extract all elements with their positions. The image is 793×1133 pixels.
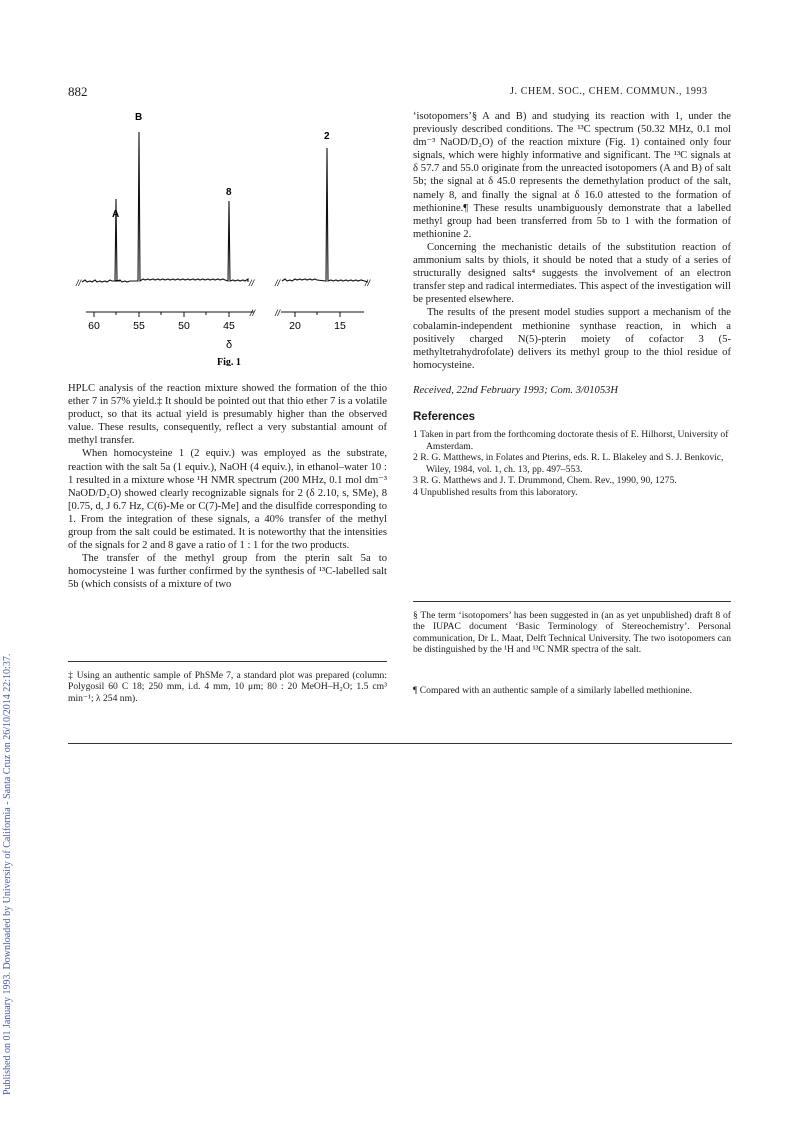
peak-label-a: A (112, 209, 120, 220)
left-column (68, 382, 387, 592)
reference-item: 1 Taken in part from the forthcoming doctorate thesis of E. Hilhorst, University of Amsterdam. (413, 429, 729, 452)
footnote-hplc: ‡ Using an authentic sample of PhSMe 7, a standard plot was prepared (column: Polygosil 60 C 18; 250 mm, i.d. 4 mm, 10 μm; 80 : 20 MeOH–H₂O; 1.5 cm³ min⁻¹; λ 254 nm). (68, 670, 387, 704)
reference-item: 3 R. G. Matthews and J. T. Drummond, Chem. Rev., 1990, 90, 1275. (413, 475, 677, 487)
spectrum-trace-left (82, 132, 248, 282)
break-mark: // (249, 278, 255, 288)
paragraph: ‘isotopomers’§ A and B) and studying its reaction with 1, under the previously described conditions. The ¹³C spectrum (50.32 MHz, 0.1 mol dm⁻³ NaOD/D₂O) of the reaction mixture (Fig. 1) contained only four signals, which were highly informative and significant. The ¹³C signals at δ 57.7 and 55.0 originate from the unreacted isotopomers (A and B) of salt 5b; the signal at δ 45.0 represents the demethylation product of the salt, namely 8, and finally the signal at δ 16.0 attested to the formation of methionine.¶ These results unambiguously demonstrate that a labelled methyl group had been transferred from 5b to 1 with the formation of methionine 2. (413, 111, 731, 240)
paragraph: The transfer of the methyl group from the pterin salt 5a to homocysteine 1 was further confirmed by the synthesis of ¹³C-labelled salt 5b (which consists of a mixture of two (68, 553, 387, 591)
nmr-spectrum-figure (68, 104, 388, 366)
publication-sidebar: Published on 01 January 1993. Downloaded by University of California - Santa Cruz on 26/10/2014 22:10:37. (2, 653, 13, 1095)
axis-break-mark: // (275, 308, 281, 318)
tick-label: 45 (223, 320, 235, 332)
tick-label: 50 (178, 320, 190, 332)
paragraph: HPLC analysis of the reaction mixture showed the formation of the thio ether 7 in 57% yield.‡ It should be pointed out that thio ether 7 is a volatile product, so that its actual yield is presumably higher than the observed value. These results, consequently, reflect a very substantial amount of methyl transfer. (68, 383, 387, 447)
paragraph: The results of the present model studies support a mechanism of the cobalamin-independent methionine synthase reaction, in which a positively charged N(5)-pterin moiety of cofactor 3 (5-methyltetrahydrofolate) delivers its methyl group to the thiol residue of homocysteine. (413, 307, 731, 371)
tick-label: 55 (133, 320, 145, 332)
footnote-divider (68, 661, 387, 662)
axis-break-mark: // (250, 308, 256, 318)
references-heading: References (413, 410, 476, 423)
axis-label-delta: δ (225, 339, 233, 351)
peak-label-b: B (135, 112, 143, 123)
tick-label: 60 (88, 320, 100, 332)
received-line: Received, 22nd February 1993; Com. 3/01053H (413, 384, 619, 396)
reference-item: 4 Unpublished results from this laboratory. (413, 486, 578, 498)
tick-label: 20 (289, 320, 301, 332)
break-mark: // (275, 278, 281, 288)
tick-label: 15 (334, 320, 346, 332)
page-number: 882 (68, 84, 88, 99)
footnote-isotopomers: § The term ‘isotopomers’ has been suggested in (an as yet unpublished) draft 8 of the IUPAC document ‘Basic Terminology of Stereochemistry’. Personal communication, Dr L. Maat, Delft Technical University. The two isotopomers can be distinguished by the ¹H and ¹³C NMR spectra of the salt. (413, 610, 731, 656)
right-column (413, 110, 731, 498)
footnote-divider (413, 601, 731, 602)
peak-label-2: 2 (324, 131, 330, 142)
spectrum-trace-right (282, 148, 368, 282)
page-bottom-rule (68, 743, 732, 744)
footnote-methionine: ¶ Compared with an authentic sample of a similarly labelled methionine. (413, 685, 693, 696)
reference-item: 2 R. G. Matthews, in Folates and Pterins, eds. R. L. Blakeley and S. J. Benkovic, Wiley, 1984, vol. 1, ch. 13, pp. 497–553. (413, 452, 724, 475)
paragraph: Concerning the mechanistic details of the substitution reaction of ammonium salts by thiols, it should be noted that a study of a series of structurally designed salts⁴ suggests the involvement of an electron transfer step and radical intermediates. This aspect of the investigation will be presented elsewhere. (413, 241, 731, 306)
journal-header: J. CHEM. SOC., CHEM. COMMUN., 1993 (510, 86, 708, 97)
break-mark: // (76, 278, 82, 288)
break-mark: // (365, 278, 371, 288)
peak-label-8: 8 (226, 187, 232, 198)
figure-caption: Fig. 1 (217, 357, 241, 366)
paragraph: When homocysteine 1 (2 equiv.) was employed as the substrate, reaction with the salt 5a (1 equiv.), NaOH (4 equiv.), in ethanol–water 10 : 1 resulted in a mixture whose ¹H NMR spectrum (200 MHz, 0.1 mol dm⁻³ NaOD/D₂O) showed clearly recognizable signals for 2 (δ 2.10, s, SMe), 8 [0.75, d, J 6.7 Hz, C(6)-Me or C(7)-Me] and the disulfide corresponding to 1. From the integration of these signals, a 40% transfer of the methyl group from the salt could be estimated. It is noteworthy that the intensities of the signals for 2 and 8 gave a ratio of 1 : 1 for the two products. (68, 448, 387, 552)
